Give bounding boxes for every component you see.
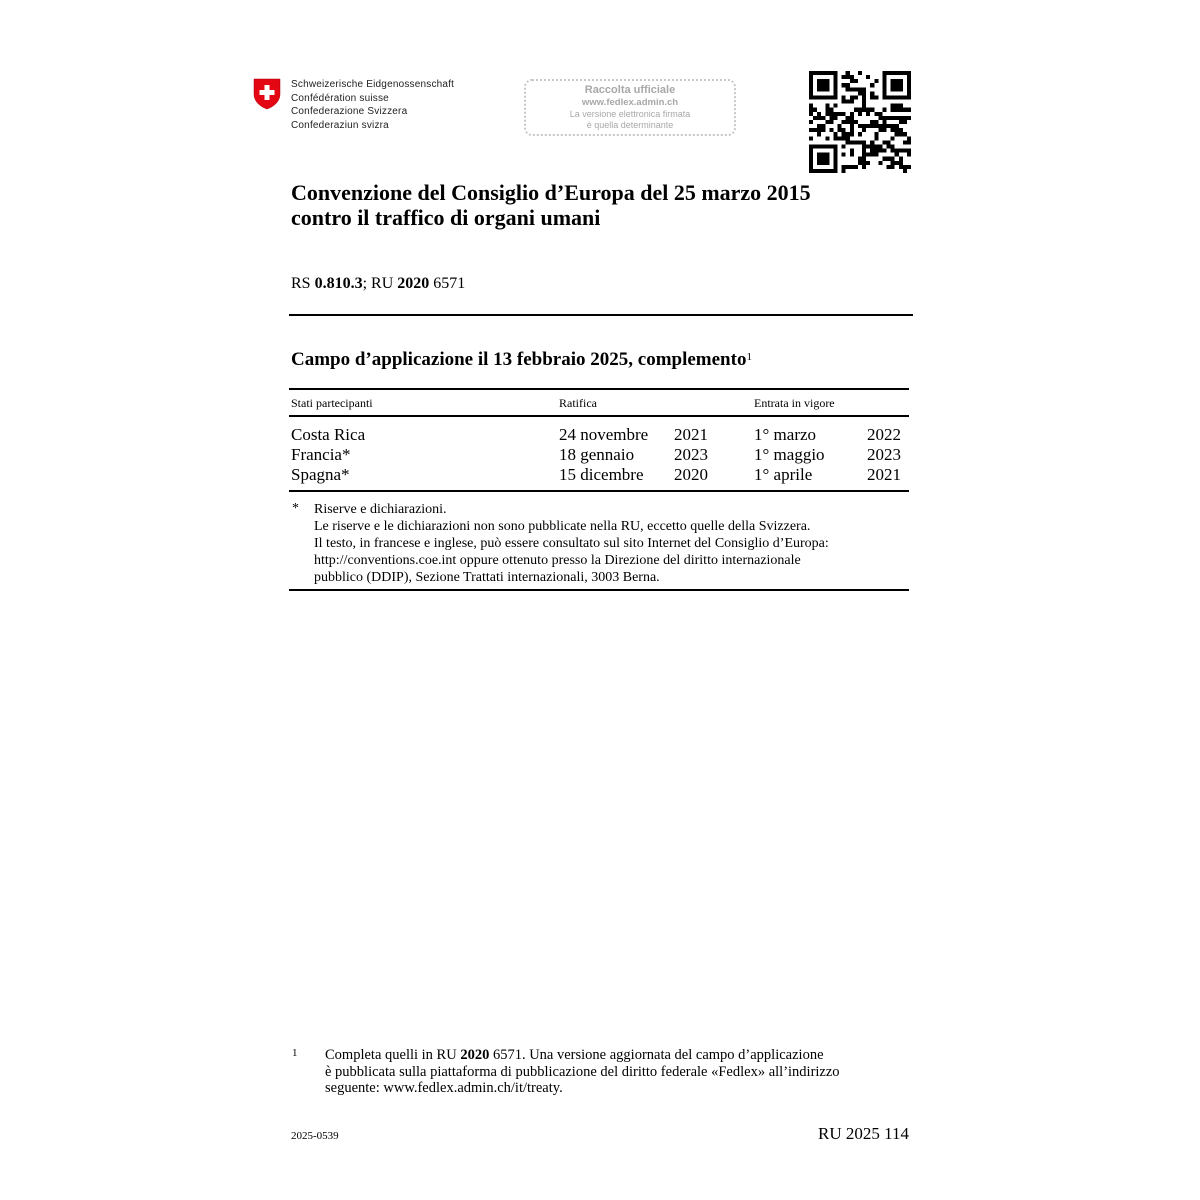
table-row-ratification-year: 2021 [674,425,708,444]
ru-year: 2020 [397,275,430,292]
stamp-url: www.fedlex.admin.ch [581,97,679,108]
header-entry: Entrata in vigore [754,396,835,410]
table-row-entry-date: 1° aprile [754,465,813,484]
section-footnote-mark: 1 [746,351,752,363]
title-rule [289,314,913,316]
table-row-state: Spagna* [291,465,350,484]
table-bottom-rule [289,490,909,492]
table-row-ratification-year: 2020 [674,465,708,484]
table-row-entry-year: 2021 [867,465,901,484]
document-number: 2025-0539 [291,1130,339,1142]
footnote-line-2: è pubblicata sulla piattaforma di pubblicazione del diritto federale «Fedlex» all’indirizzo [325,1063,840,1080]
header-ratification: Ratifica [559,396,597,410]
note-asterisk: * [292,501,299,516]
table-row-ratification-year: 2023 [674,445,708,464]
table-row-entry-date: 1° marzo [754,425,817,444]
ru-page: 6571 [429,275,466,292]
table-row-ratification-date: 18 gennaio [559,445,635,464]
header-states: Stati partecipanti [291,396,373,410]
swiss-cross-icon [253,78,281,110]
stamp-note-2: è quella determinante [586,120,674,130]
section-heading [291,349,752,371]
footnote-number: 1 [292,1047,298,1059]
footnote-text [325,1047,840,1097]
title-line-2: contro il traffico di organi umani [291,205,601,230]
note-line-4: http://conventions.coe.int oppure ottenuto presso la Direzione del diritto internazionale [314,553,801,568]
confederation-name-de: Schweizerische Eidgenossenschaft [291,79,455,90]
table-row-entry-date: 1° maggio [754,445,825,464]
note-line-5: pubblico (DDIP), Sezione Trattati internazionali, 3003 Berna. [314,570,660,585]
table-header-rule [289,415,909,417]
rs-prefix: RS [291,275,315,292]
note-line-3: Il testo, in francese e inglese, può essere consultato sul sito Internet del Consiglio d’Europa: [314,536,829,551]
notes-bottom-rule [289,589,909,591]
footnote-ru-year: 2020 [460,1047,490,1063]
confederation-name-rm: Confederaziun svizra [291,119,389,131]
table-row-entry-year: 2022 [867,425,901,444]
page-reference: RU 2025 114 [818,1124,909,1143]
rs-number: 0.810.3 [314,275,363,292]
stamp-note-1: La versione elettronica firmata [569,109,691,119]
confederation-name-it: Confederazione Svizzera [291,106,408,117]
table-row-state: Costa Rica [291,425,366,444]
qr-code-icon [809,71,911,173]
reference-line [291,275,465,293]
table-top-rule [289,388,909,390]
table-row-entry-year: 2023 [867,445,901,464]
confederation-name-fr: Confédération suisse [291,92,389,104]
note-line-1: Riserve e dichiarazioni. [314,502,447,517]
section-heading-text: Campo d’applicazione il 13 febbraio 2025, complemento [291,349,747,370]
table-row-ratification-date: 15 dicembre [559,465,644,484]
title-line-1: Convenzione del Consiglio d’Europa del 25 marzo 2015 [291,180,811,205]
footnote-line-3: seguente: www.fedlex.admin.ch/it/treaty. [325,1080,563,1096]
footnote-line-1-prefix: Completa quelli in RU [325,1047,461,1063]
footnote-line-1-suffix: 6571. Una versione aggiornata del campo d’applicazione [489,1047,824,1063]
table-row-state: Francia* [291,445,351,464]
table-row-ratification-date: 24 novembre [559,425,649,444]
reservations-note [314,501,829,586]
official-collection-stamp [524,79,736,136]
document-title [291,180,811,230]
confederation-names [291,78,454,132]
note-line-2: Le riserve e le dichiarazioni non sono pubblicate nella RU, eccetto quelle della Svizzera. [314,519,811,534]
ru-separator: ; RU [362,275,398,292]
stamp-title: Raccolta ufficiale [584,84,676,96]
footnote-line-1 [325,1047,840,1064]
